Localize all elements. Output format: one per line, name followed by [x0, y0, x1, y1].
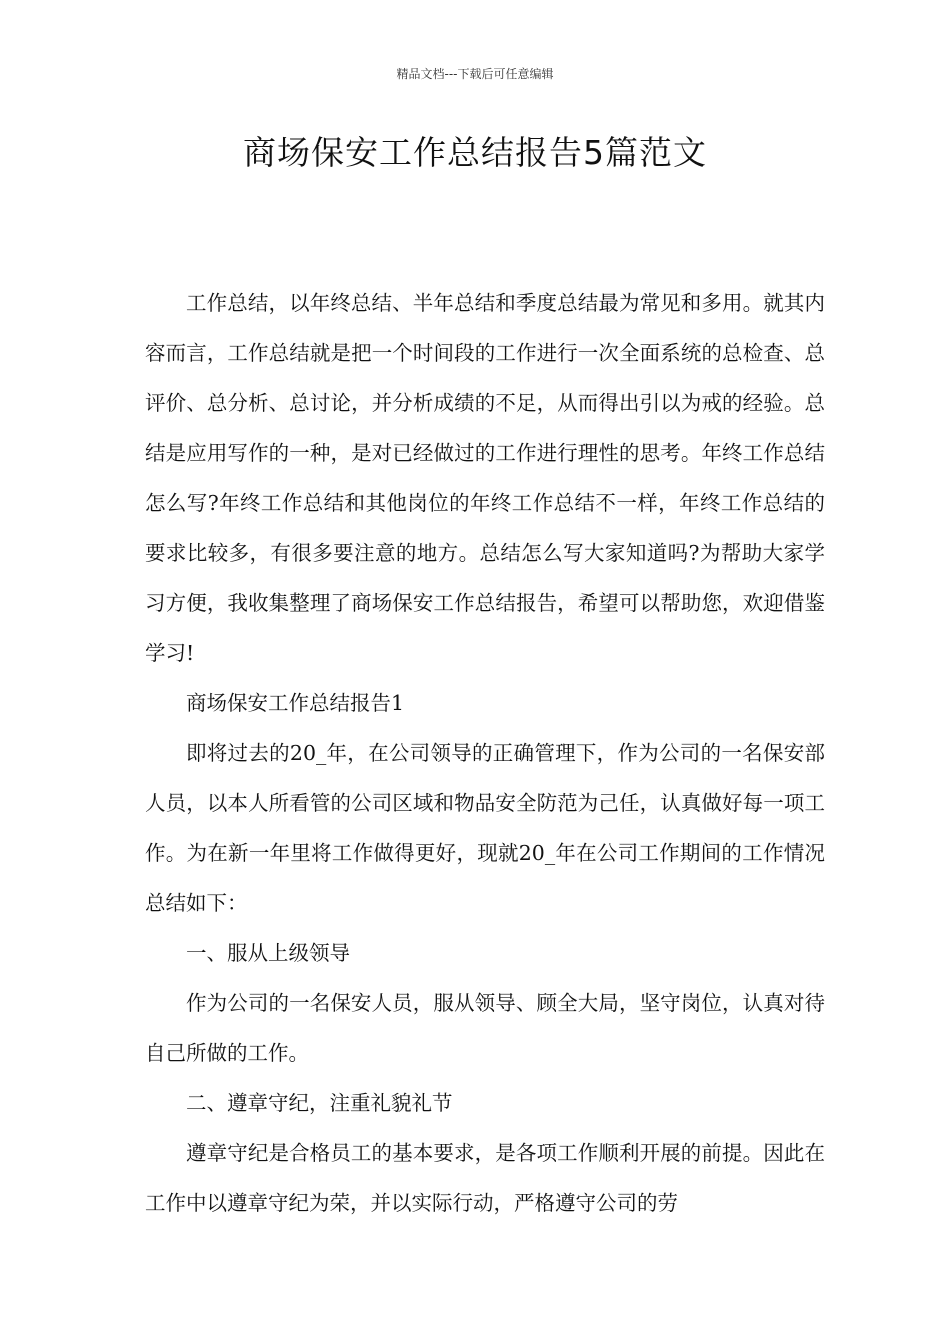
obey-leadership-paragraph: 作为公司的一名保安人员，服从领导、顾全大局，坚守岗位，认真对待自己所做的工作。 — [145, 991, 825, 1065]
discipline-paragraph: 遵章守纪是合格员工的基本要求，是各项工作顺利开展的前提。因此在工作中以遵章守纪为荣，并以实际行动，严格遵守公司的劳 — [145, 1141, 825, 1215]
intro-paragraph: 工作总结，以年终总结、半年总结和季度总结最为常见和多用。就其内容而言，工作总结就是把一个时间段的工作进行一次全面系统的总检查、总评价、总分析、总讨论，并分析成绩的不足，从而得出引以为戒的经验。总结是应用写作的一种，是对已经做过的工作进行理性的思考。年终工作总结怎么写?年终工作总结和其他岗位的年终工作总结不一样，年终工作总结的要求比较多，有很多要注意的地方。总结怎么写大家知道吗?为帮助大家学习方便，我收集整理了商场保安工作总结报告，希望可以帮助您，欢迎借鉴学习! — [145, 291, 825, 665]
header-note: 精品文档---下载后可任意编辑 — [396, 67, 554, 81]
document-title: 商场保安工作总结报告5篇范文 — [243, 133, 707, 172]
report-1-opening-paragraph: 即将过去的20_年，在公司领导的正确管理下，作为公司的一名保安部人员，以本人所看管的公司区域和物品安全防范为己任，认真做好每一项工作。为在新一年里将工作做得更好，现就20_年在公司工作期间的工作情况总结如下： — [145, 741, 825, 915]
document-body — [145, 278, 825, 1228]
section-heading-report-1: 商场保安工作总结报告1 — [186, 691, 405, 715]
section-heading-discipline-etiquette: 二、遵章守纪，注重礼貌礼节 — [186, 1091, 453, 1115]
section-heading-obey-leadership: 一、服从上级领导 — [186, 941, 350, 965]
